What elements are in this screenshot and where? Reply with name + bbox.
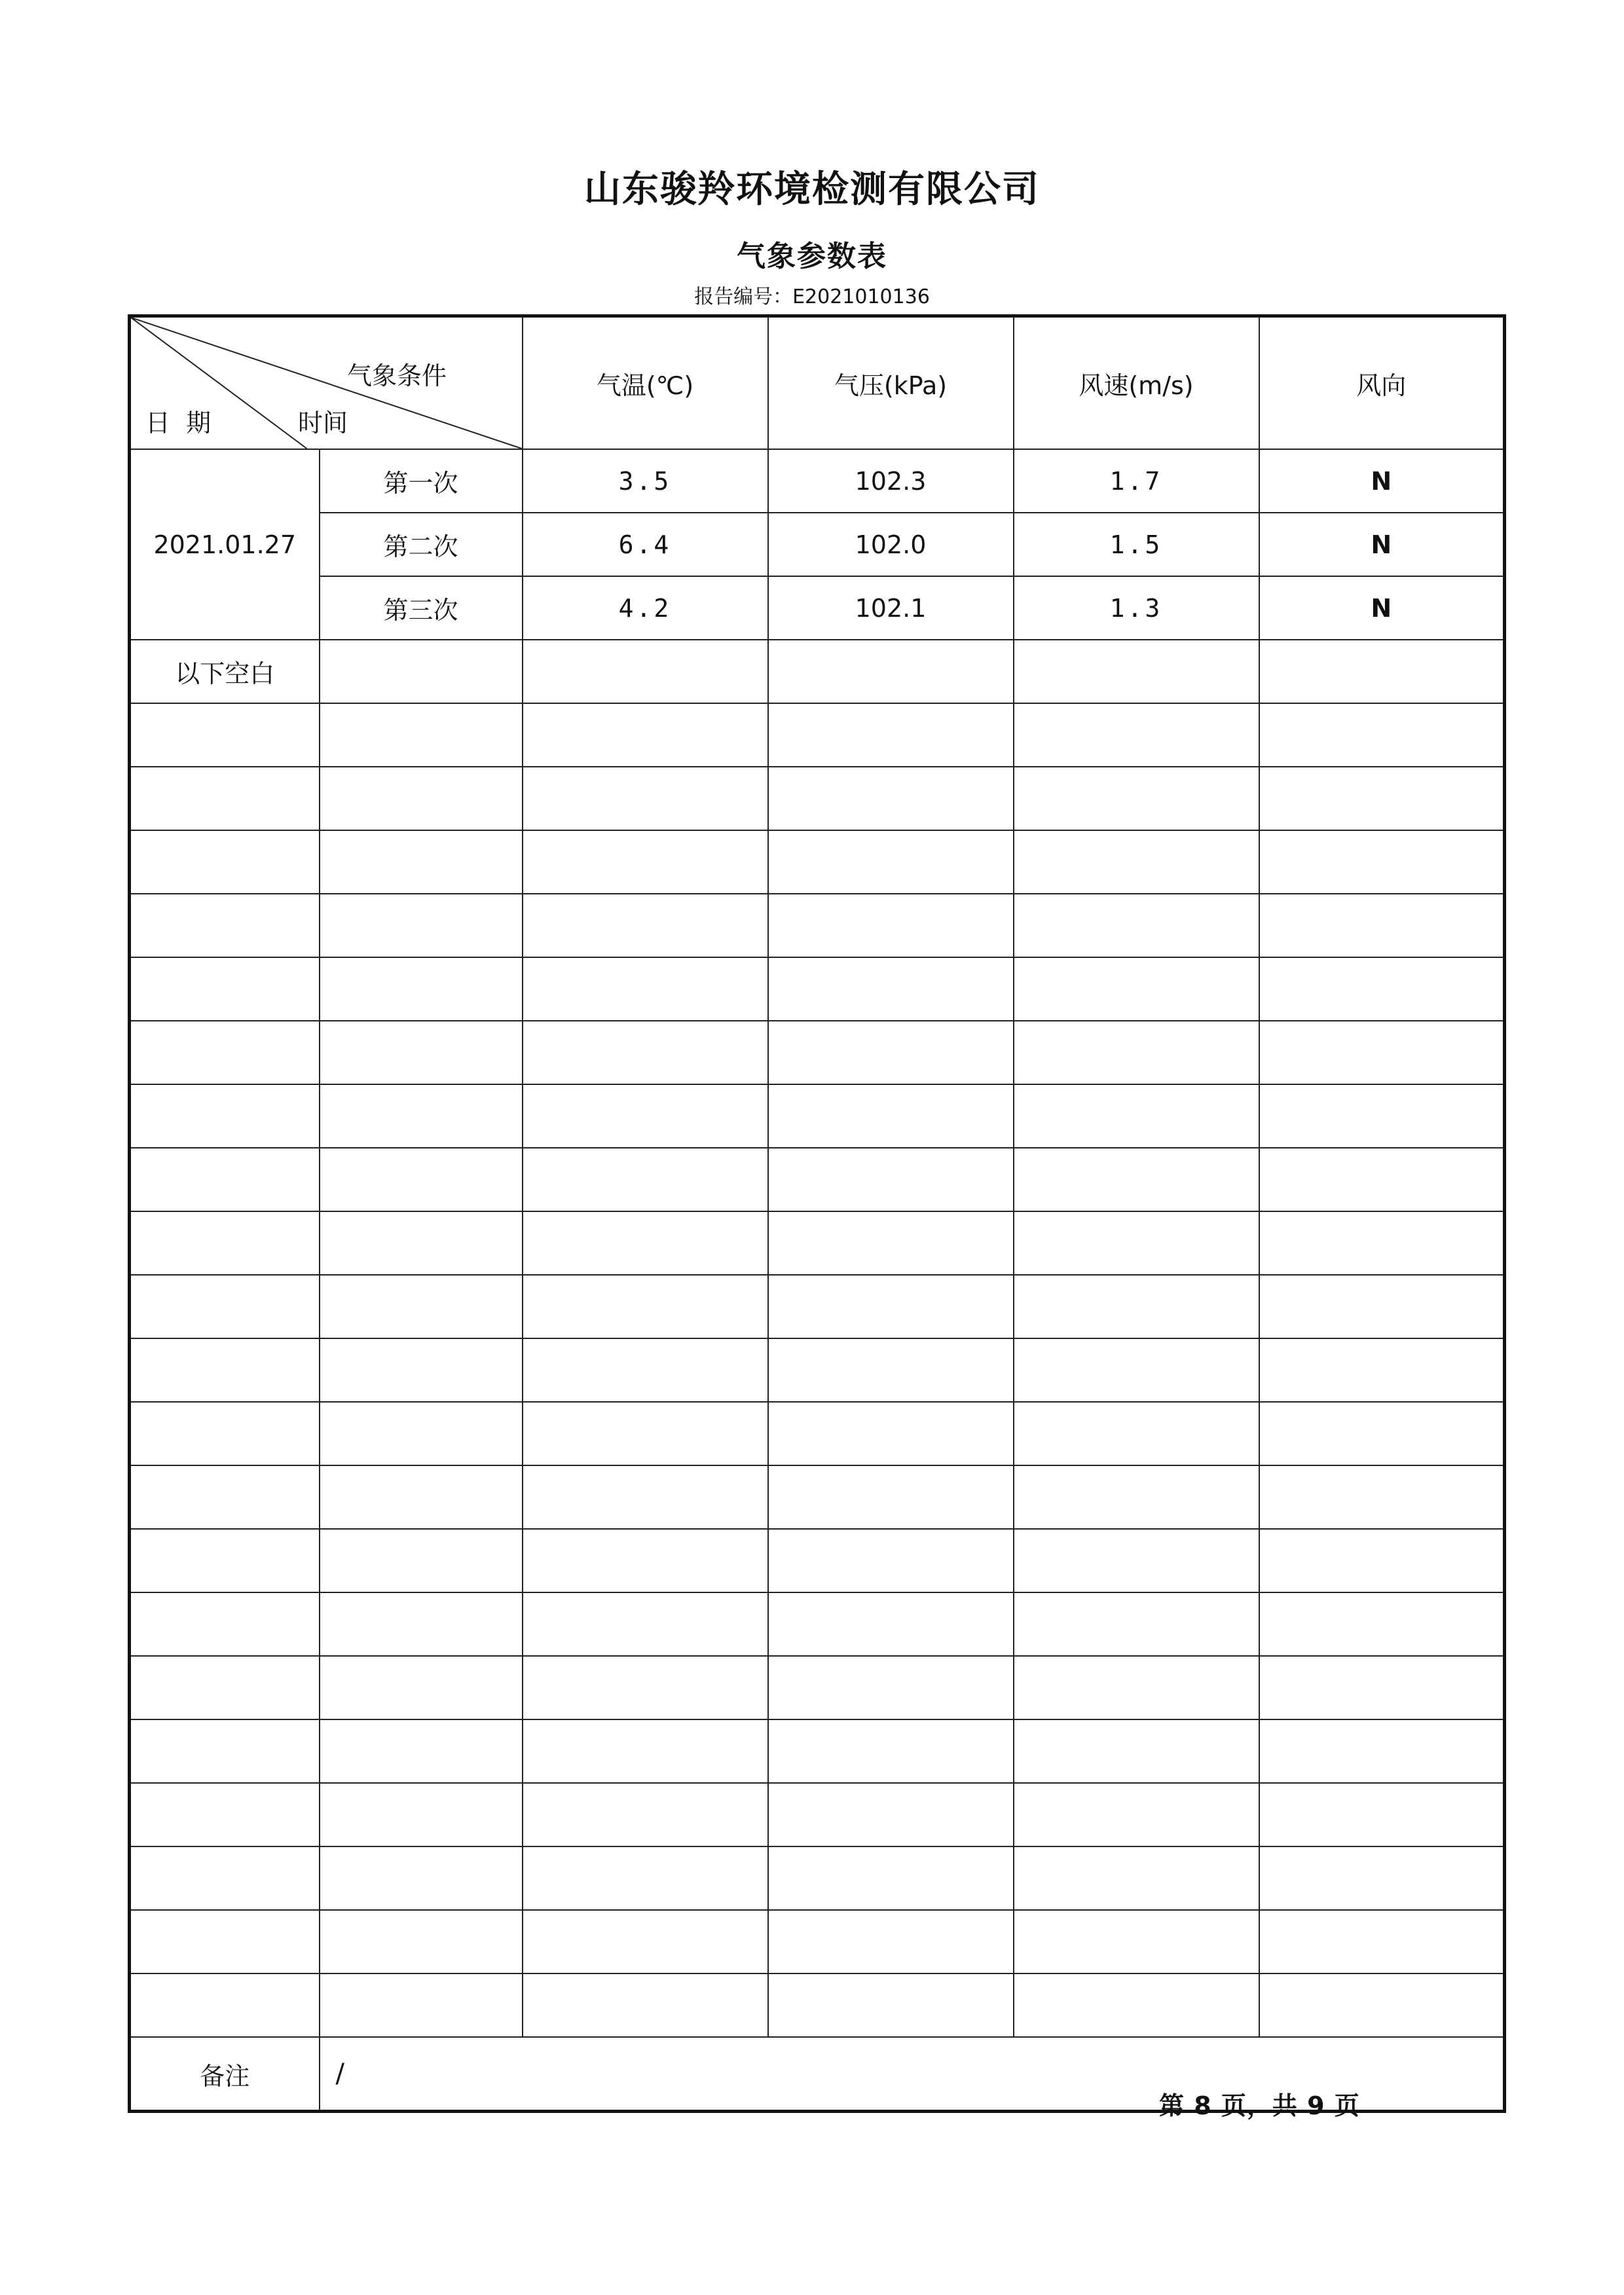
empty-cell: [1014, 830, 1259, 894]
empty-cell: [1014, 1974, 1259, 2037]
col-header-wind-speed: 风速(m/s): [1014, 316, 1259, 450]
empty-cell: [1259, 1402, 1505, 1465]
wind-direction-cell: N: [1259, 513, 1505, 576]
empty-row: [130, 1465, 1505, 1529]
empty-cell: [320, 1338, 523, 1402]
empty-cell: [523, 1338, 768, 1402]
empty-cell: [768, 1783, 1014, 1846]
empty-row: [130, 1529, 1505, 1592]
empty-cell: [130, 1402, 320, 1465]
empty-cell: [130, 1338, 320, 1402]
temperature-cell: 4.2: [523, 576, 768, 640]
empty-cell: [523, 1974, 768, 2037]
empty-cell: [320, 1783, 523, 1846]
empty-cell: [320, 703, 523, 767]
empty-cell: [1014, 1021, 1259, 1084]
empty-cell: [768, 1211, 1014, 1275]
empty-cell: [768, 703, 1014, 767]
empty-cell: [130, 1465, 320, 1529]
empty-cell: [130, 1592, 320, 1656]
weather-parameters-table: [128, 314, 1506, 2113]
empty-cell: [1014, 1148, 1259, 1211]
report-number: 报告编号：E2021010136: [694, 285, 930, 308]
empty-cell: [1014, 1275, 1259, 1338]
empty-cell: [1014, 1529, 1259, 1592]
empty-cell: [1259, 1275, 1505, 1338]
empty-row: [130, 830, 1505, 894]
corner-weather-label: 气象条件: [347, 361, 447, 390]
empty-cell: [1259, 957, 1505, 1021]
empty-cell: [320, 1402, 523, 1465]
empty-cell: [1259, 1719, 1505, 1783]
empty-cell: [523, 703, 768, 767]
empty-row: [130, 1719, 1505, 1783]
empty-row: [130, 767, 1505, 830]
empty-cell: [1259, 1465, 1505, 1529]
empty-cell: [320, 1974, 523, 2037]
empty-row: [130, 1910, 1505, 1974]
empty-row: [130, 1084, 1505, 1148]
empty-cell: [1259, 1846, 1505, 1910]
empty-row: [130, 703, 1505, 767]
empty-cell: [130, 703, 320, 767]
empty-cell: [523, 1719, 768, 1783]
empty-cell: [768, 640, 1014, 703]
empty-cell: [1259, 767, 1505, 830]
empty-cell: [320, 830, 523, 894]
empty-cell: [320, 894, 523, 957]
empty-cell: [320, 1846, 523, 1910]
empty-cell: [320, 957, 523, 1021]
empty-cell: [1259, 703, 1505, 767]
page-number: 第 8 页，共 9 页: [1159, 2091, 1360, 2120]
empty-cell: [1259, 1084, 1505, 1148]
company-name: 山东骏羚环境检测有限公司: [584, 168, 1040, 211]
empty-cell: [523, 1148, 768, 1211]
empty-cell: [1014, 1783, 1259, 1846]
empty-cell: [130, 1846, 320, 1910]
empty-cell: [523, 1656, 768, 1719]
empty-cell: [1259, 830, 1505, 894]
empty-cell: [130, 894, 320, 957]
empty-cell: [130, 1974, 320, 2037]
empty-cell: [320, 1021, 523, 1084]
empty-row: [130, 1148, 1505, 1211]
empty-cell: [130, 1021, 320, 1084]
empty-cell: [130, 1275, 320, 1338]
empty-cell: [768, 1719, 1014, 1783]
empty-cell: [523, 830, 768, 894]
wind-speed-cell: 1.5: [1014, 513, 1259, 576]
empty-cell: [523, 640, 768, 703]
table-row: [130, 576, 1505, 640]
empty-cell: [768, 1084, 1014, 1148]
empty-cell: [768, 894, 1014, 957]
table-title: 气象参数表: [737, 240, 887, 273]
empty-cell: [1014, 1465, 1259, 1529]
empty-cell: [130, 1084, 320, 1148]
empty-row: [130, 1592, 1505, 1656]
empty-row: [130, 1783, 1505, 1846]
empty-cell: [1259, 1783, 1505, 1846]
empty-cell: [130, 1529, 320, 1592]
empty-cell: [768, 767, 1014, 830]
empty-cell: [768, 1592, 1014, 1656]
empty-cell: [320, 1084, 523, 1148]
empty-row: [130, 1211, 1505, 1275]
empty-cell: [1259, 1211, 1505, 1275]
empty-cell: [1259, 1338, 1505, 1402]
empty-cell: [320, 1910, 523, 1974]
empty-cell: [1259, 1974, 1505, 2037]
empty-cell: [130, 767, 320, 830]
empty-row: [130, 1402, 1505, 1465]
empty-cell: [1259, 1148, 1505, 1211]
wind-direction-cell: N: [1259, 576, 1505, 640]
empty-cell: [523, 1465, 768, 1529]
date-cell: 2021.01.27: [130, 449, 320, 640]
empty-cell: [1014, 767, 1259, 830]
empty-cell: [768, 1275, 1014, 1338]
table-row: [130, 449, 1505, 513]
empty-cell: [523, 1402, 768, 1465]
empty-cell: [768, 1656, 1014, 1719]
empty-cell: [523, 1529, 768, 1592]
empty-cell: [130, 957, 320, 1021]
blank-marker-cell: 以下空白: [130, 640, 320, 703]
empty-cell: [1014, 1656, 1259, 1719]
empty-cell: [768, 1910, 1014, 1974]
pressure-cell: 102.1: [768, 576, 1014, 640]
empty-cell: [130, 1719, 320, 1783]
empty-row: [130, 1846, 1505, 1910]
empty-cell: [320, 1656, 523, 1719]
remarks-value: /: [320, 2037, 1505, 2112]
header-row: [130, 316, 1505, 450]
wind-speed-cell: 1.7: [1014, 449, 1259, 513]
empty-row: [130, 894, 1505, 957]
empty-cell: [768, 1974, 1014, 2037]
empty-row: [130, 1338, 1505, 1402]
corner-time-label: 时间: [298, 409, 348, 437]
empty-cell: [1014, 894, 1259, 957]
empty-cell: [320, 1275, 523, 1338]
empty-cell: [1014, 640, 1259, 703]
empty-cell: [523, 1275, 768, 1338]
empty-cell: [130, 1783, 320, 1846]
empty-cell: [768, 957, 1014, 1021]
empty-cell: [130, 830, 320, 894]
empty-cell: [320, 767, 523, 830]
empty-cell: [523, 1783, 768, 1846]
empty-cell: [320, 1592, 523, 1656]
empty-cell: [523, 1592, 768, 1656]
time-cell: 第一次: [320, 449, 523, 513]
empty-cell: [1014, 1719, 1259, 1783]
empty-cell: [1014, 703, 1259, 767]
empty-cell: [523, 1211, 768, 1275]
empty-row: [130, 1974, 1505, 2037]
empty-cell: [130, 1656, 320, 1719]
empty-cell: [130, 1148, 320, 1211]
empty-cell: [768, 1338, 1014, 1402]
empty-cell: [768, 1148, 1014, 1211]
diagonal-header-cell: [130, 316, 523, 450]
empty-cell: [1259, 894, 1505, 957]
time-cell: 第三次: [320, 576, 523, 640]
table-row: [130, 513, 1505, 576]
empty-cell: [523, 1910, 768, 1974]
empty-cell: [523, 957, 768, 1021]
empty-cell: [1014, 1211, 1259, 1275]
empty-cell: [1259, 1021, 1505, 1084]
empty-cell: [768, 1465, 1014, 1529]
empty-cell: [1014, 1592, 1259, 1656]
col-header-temperature: 气温(℃): [523, 316, 768, 450]
temperature-cell: 3.5: [523, 449, 768, 513]
empty-cell: [130, 1211, 320, 1275]
empty-row: [130, 1656, 1505, 1719]
pressure-cell: 102.0: [768, 513, 1014, 576]
empty-cell: [320, 1465, 523, 1529]
empty-cell: [320, 1529, 523, 1592]
col-header-wind-direction: 风向: [1259, 316, 1505, 450]
empty-cell: [768, 1402, 1014, 1465]
temperature-cell: 6.4: [523, 513, 768, 576]
weather-table-container: [128, 314, 1503, 2095]
empty-cell: [320, 640, 523, 703]
empty-cell: [130, 1910, 320, 1974]
wind-direction-cell: N: [1259, 449, 1505, 513]
empty-cell: [1014, 1910, 1259, 1974]
empty-cell: [1259, 640, 1505, 703]
remarks-label: 备注: [130, 2037, 320, 2112]
empty-cell: [1014, 1084, 1259, 1148]
col-header-pressure: 气压(kPa): [768, 316, 1014, 450]
empty-cell: [1014, 1338, 1259, 1402]
empty-cell: [523, 1084, 768, 1148]
corner-date-label: 日 期: [145, 409, 212, 437]
empty-cell: [1014, 1846, 1259, 1910]
empty-cell: [1259, 1529, 1505, 1592]
empty-cell: [523, 1021, 768, 1084]
empty-cell: [1014, 957, 1259, 1021]
empty-row: [130, 957, 1505, 1021]
empty-cell: [768, 830, 1014, 894]
empty-row: [130, 1021, 1505, 1084]
pressure-cell: 102.3: [768, 449, 1014, 513]
empty-row: [130, 1275, 1505, 1338]
empty-cell: [1259, 1656, 1505, 1719]
empty-cell: [1259, 1910, 1505, 1974]
empty-cell: [320, 1719, 523, 1783]
empty-cell: [1259, 1592, 1505, 1656]
empty-cell: [768, 1846, 1014, 1910]
empty-cell: [768, 1529, 1014, 1592]
empty-cell: [320, 1148, 523, 1211]
empty-cell: [523, 894, 768, 957]
time-cell: 第二次: [320, 513, 523, 576]
wind-speed-cell: 1.3: [1014, 576, 1259, 640]
empty-cell: [320, 1211, 523, 1275]
empty-cell: [523, 767, 768, 830]
empty-cell: [1014, 1402, 1259, 1465]
empty-cell: [523, 1846, 768, 1910]
empty-cell: [768, 1021, 1014, 1084]
blank-marker-row: [130, 640, 1505, 703]
